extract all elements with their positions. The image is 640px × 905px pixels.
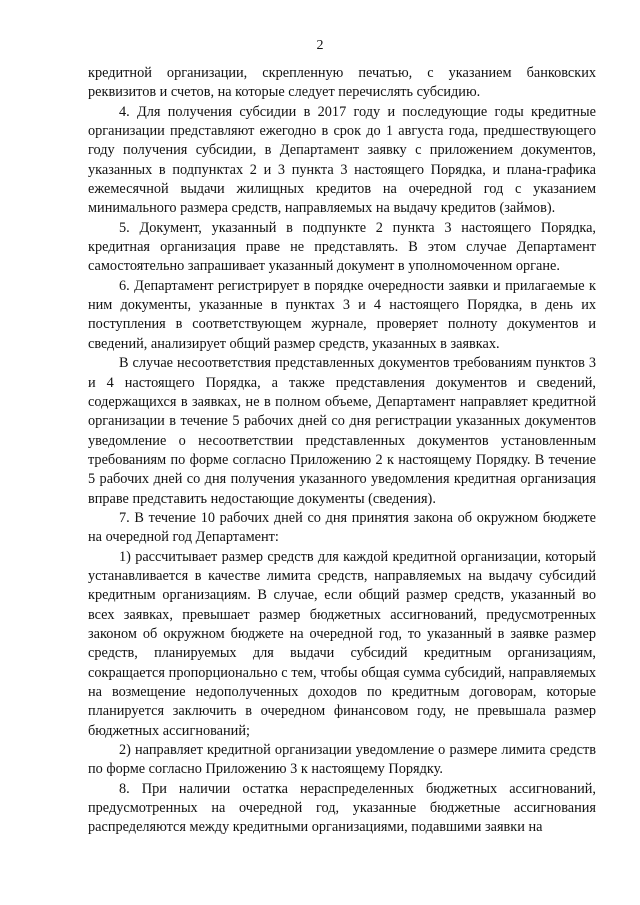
paragraph-item-4: 4. Для получения субсидии в 2017 году и последующие годы кредитные организации представляют ежегодно в срок до 1 августа года, предшествующего году получения субсидии, в Департамент заявку с приложением документов, указанных в подпунктах 2 и 3 пункта 3 настоящего Порядка, и плана-графика ежемесячной выдачи жилищных кредитов на очередной год с указанием минимального размера средств, направляемых на выдачу кредитов (займов). <box>88 103 596 217</box>
paragraph-item-7: 7. В течение 10 рабочих дней со дня принятия закона об окружном бюджете на очередной год Департамент: <box>88 509 596 546</box>
paragraph-subitem-7-1: 1) рассчитывает размер средств для каждой кредитной организации, который устанавливается в качестве лимита средств, направляемых на выдачу субсидий кредитным организациям. В случае, если общий размер средств, указанный во всех заявках, превышает размер бюджетных ассигнований, предусмотренных законом об окружном бюджете на очередной год, то указанный в заявке размер средств, планируемых для выдачи субсидий кредитным организациям, сокращается пропорционально с тем, чтобы общая сумма субсидий, направляемых на возмещение недополученных доходов по кредитным договорам, которые планируется заключить в очередном финансовом году, не превышала размер бюджетных ассигнований; <box>88 548 596 739</box>
paragraph-item-6: 6. Департамент регистрирует в порядке очередности заявки и прилагаемые к ним документы, указанные в пунктах 3 и 4 настоящего Порядка, в день их поступления в соответствующем журнале, проверяет полноту документов и сведений, анализирует общий размер средств, указанных в заявках. <box>88 277 596 352</box>
paragraph-continuation: кредитной организации, скрепленную печатью, с указанием банковских реквизитов и счетов, на которые следует перечислять субсидию. <box>88 65 596 101</box>
paragraph-item-5: 5. Документ, указанный в подпункте 2 пункта 3 настоящего Порядка, кредитная организация праве не представлять. В этом случае Департамент самостоятельно запрашивает указанный документ в уполномоченном органе. <box>88 219 596 275</box>
document-body <box>88 64 596 838</box>
paragraph-item-8: 8. При наличии остатка нераспределенных бюджетных ассигнований, предусмотренных на очередной год, указанные бюджетные ассигнования распределяются между кредитными организациями, подавшими заявки на <box>88 780 596 836</box>
page-number: 2 <box>316 38 324 53</box>
paragraph-subitem-7-2: 2) направляет кредитной организации уведомление о размере лимита средств по форме согласно Приложению 3 к настоящему Порядку. <box>88 742 596 778</box>
paragraph-item-6-nonconformity: В случае несоответствия представленных документов требованиям пунктов 3 и 4 настоящего Порядка, а также представления документов и сведений, содержащихся в заявках, не в полном объеме, Департамент направляет кредитной организации в течение 5 рабочих дней со дня регистрации указанных документов уведомление о несоответствии представленных документов установленным требованиям по форме согласно Приложению 2 к настоящему Порядку. В течение 5 рабочих дней со дня получения указанного уведомления кредитная организация вправе представить недостающие документы (сведения). <box>88 355 596 507</box>
